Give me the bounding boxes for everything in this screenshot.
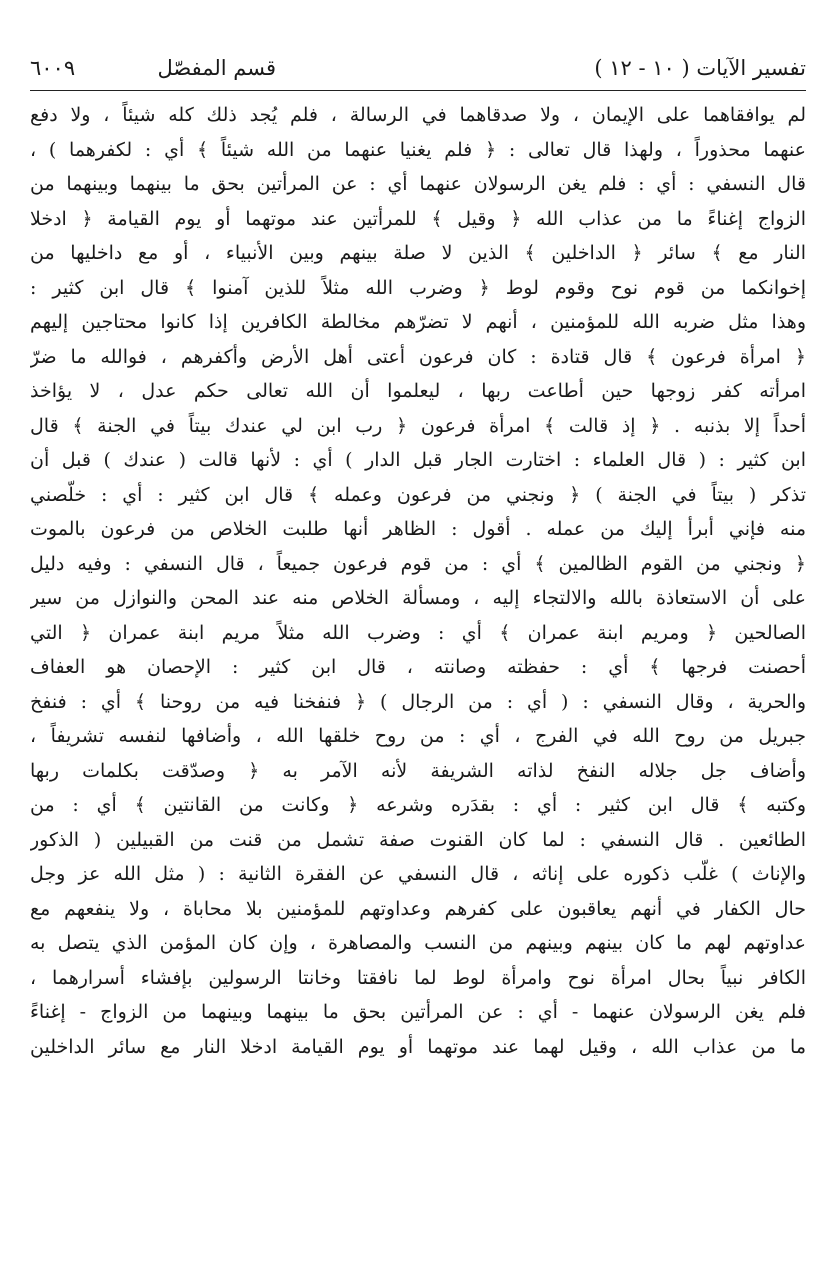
text-line: أحداً إلا بذنبه . ﴿ إذ قالت ﴾ امرأة فرعون ﴿ رب ابن لي عندك بيتاً في الجنة ﴾ قال [30, 414, 806, 437]
text-line: الصالحين ﴿ ومريم ابنة عمران ﴾ أي : وضرب الله مثلاً مريم ابنة عمران ﴿ التي [30, 621, 806, 644]
text-line: وأضاف جل جلاله النفخ لذاته الشريفة لأنه الآمر به ﴿ وصدّقت بكلمات ربها [30, 759, 806, 782]
text-line: النار مع ﴾ سائر ﴿ الداخلين ﴾ الذين لا صلة بينهم وبين الأنبياء ، أو مع داخليها من [30, 242, 806, 264]
text-line: وكتبه ﴾ قال ابن كثير : أي : بقدَره وشرعه ﴿ وكانت من القانتين ﴾ أي : من [30, 794, 806, 816]
body-text [30, 98, 806, 1064]
header-section: قسم المفصّل [157, 56, 276, 80]
text-line: حال الكفار في أنهم يعاقبون على كفرهم وعداوتهم للمؤمنين بلا محاباة ، ولا ينفعهم مع [30, 897, 806, 920]
text-line: منه فإني أبرأ إليك من عمله . أقول : الظاهر أنها طلبت الخلاص من فرعون بالموت [30, 518, 806, 540]
text-line: عنهما محذوراً ، ولهذا قال تعالى : ﴿ فلم يغنيا عنهما من الله شيئاً ﴾ أي : لكفرهما ) ، [30, 138, 806, 161]
header-rule [30, 90, 806, 91]
text-line: على أن الاستعاذة بالله والالتجاء إليه ، ومسألة الخلاص منه عند المحن والنوازل من سير [30, 587, 806, 609]
text-line: ﴿ امرأة فرعون ﴾ قال قتادة : كان فرعون أعتى أهل الأرض وأكفرهم ، فوالله ما ضرّ [30, 345, 806, 368]
text-line: والحرية ، وقال النسفي : ( أي : من الرجال ) ﴿ فنفخنا فيه من روحنا ﴾ أي : فنفخ [30, 690, 806, 713]
text-line: لم يوافقاهما على الإيمان ، ولا صدقاهما في الرسالة ، فلم يُجد ذلك كله شيئاً ، ولا دفع [30, 104, 806, 126]
text-line: الطائعين . قال النسفي : لما كان القنوت صفة تشمل من قنت من القبيلين ( الذكور [30, 828, 806, 851]
text-line: ﴿ ونجني من القوم الظالمين ﴾ أي : من قوم فرعون جميعاً ، قال النسفي : وفيه دليل [30, 552, 806, 575]
text-line: والإناث ) غلّب ذكوره على إناثه ، قال النسفي عن الفقرة الثانية : ( مثل الله عز وجل [30, 863, 806, 885]
text-line: الزواج إغناءً ما من عذاب الله ﴿ وقيل ﴾ للمرأتين عند موتهما أو يوم القيامة ﴿ ادخلا [30, 207, 806, 230]
text-line: وهذا مثل ضربه الله للمؤمنين ، أنهم لا تضرّهم مخالطة الكافرين إذا كانوا محتاجين إليهم [30, 311, 806, 333]
page-header [30, 48, 806, 88]
text-line: امرأته كفر زوجها حين أطاعت ربها ، ليعلموا أن الله تعالى حكم عدل ، لا يؤاخذ [30, 380, 806, 402]
text-line: جبريل من روح الله في الفرج ، أي : من روح خلقها الله ، وأضافها لنفسه تشريفاً ، [30, 725, 806, 747]
text-line: قال النسفي : أي : فلم يغن الرسولان عنهما أي : عن المرأتين بحق ما بينهما وبينهما من [30, 173, 806, 195]
text-line: ابن كثير : ( قال العلماء : اختارت الجار قبل الدار ) أي : لأنها قالت ( عندك ) قبل أن [30, 449, 806, 471]
page-number: ٦٠٠٩ [30, 56, 76, 80]
text-line: عداوتهم لهم ما كان بينهم وبينهم من النسب والمصاهرة ، وإن كان المؤمن الذي يتصل به [30, 932, 806, 954]
text-line: فلم يغن الرسولان عنهما - أي : عن المرأتين بحق ما بينهما وبينهما من الزواج - إغناءً [30, 1001, 806, 1023]
text-line: تذكر ( بيتاً في الجنة ) ﴿ ونجني من فرعون وعمله ﴾ قال ابن كثير : أي : خلّصني [30, 483, 806, 506]
text-line: أحصنت فرجها ﴾ أي : حفظته وصانته ، قال ابن كثير : الإحصان هو العفاف [30, 656, 806, 678]
text-line: ما من عذاب الله ، وقيل لهما عند موتهما أو يوم القيامة ادخلا النار مع سائر الداخلين [30, 1035, 806, 1058]
header-title: تفسير الآيات ( ١٠ - ١٢ ) [594, 56, 806, 80]
text-line: الكافر نبياً بحال امرأة نوح وامرأة لوط لما نافقتا وخانتا الرسولين بإفشاء أسرارهما ، [30, 966, 806, 989]
text-line: إخوانكما من قوم نوح وقوم لوط ﴿ وضرب الله مثلاً للذين آمنوا ﴾ قال ابن كثير : [30, 276, 806, 299]
